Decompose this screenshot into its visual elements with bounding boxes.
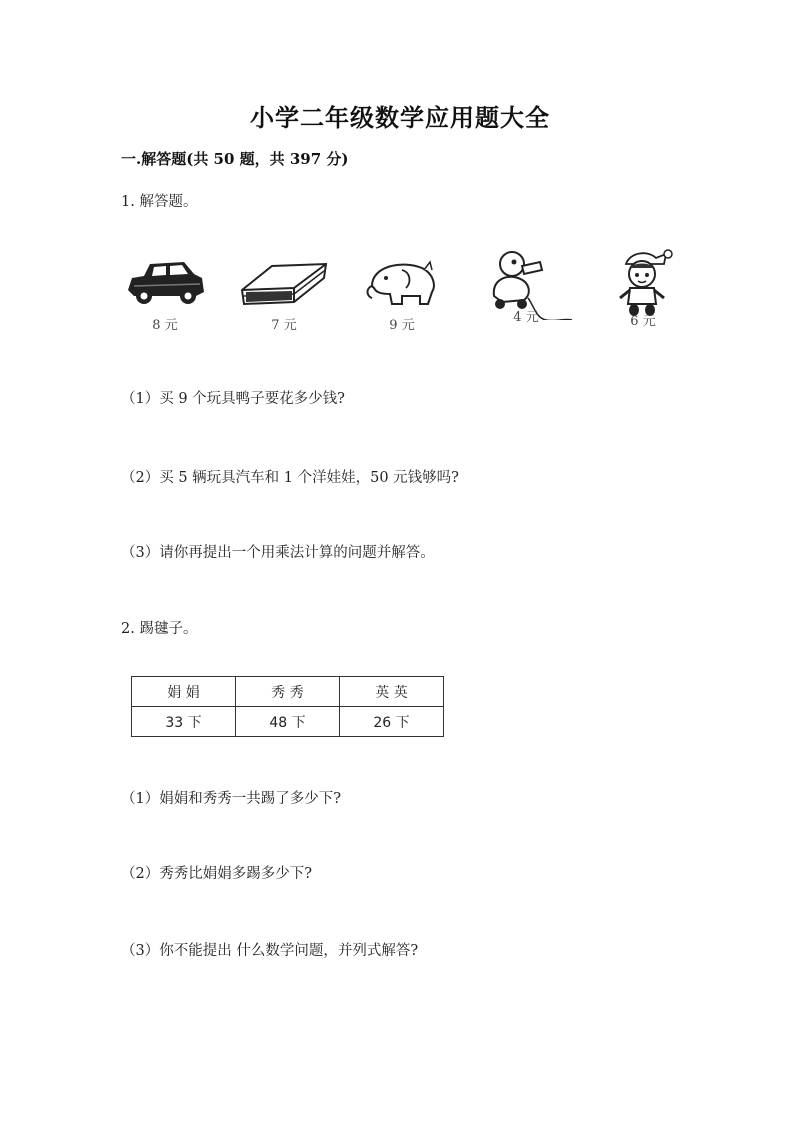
page-title: 小学二年级数学应用题大全 [250,103,550,132]
question-2-heading: 2. 踢毽子。 [121,621,198,637]
question-1-part-1: （1）买 9 个玩具鸭子要花多少钱? [121,391,345,407]
table-cell: 33 下 [132,707,236,737]
toy-elephant [352,256,452,333]
toy-car [115,256,215,333]
table-cell: 48 下 [236,707,340,737]
table-row [132,707,444,737]
toy-price: 4 元 [513,310,539,325]
table-header-row [132,677,444,707]
question-1-part-2: （2）买 5 辆玩具汽车和 1 个洋娃娃，50 元钱够吗? [121,470,459,486]
toy-price: 8 元 [152,318,178,333]
score-table [131,676,444,737]
toy-duck [476,248,576,325]
table-cell: 26 下 [340,707,444,737]
car-icon [122,256,208,312]
section-heading: 一.解答题(共 50 题，共 397 分) [121,150,349,168]
pencil-case-icon [236,256,332,312]
toy-price: 7 元 [271,318,297,333]
toy-price: 6 元 [630,314,656,329]
question-2-part-2: （2）秀秀比娟娟多踢多少下? [121,866,312,882]
question-1-part-3: （3）请你再提出一个用乘法计算的问题并解答。 [121,545,435,561]
question-2-part-1: （1）娟娟和秀秀一共踢了多少下? [121,791,341,807]
toy-doll [593,248,693,329]
table-header-cell: 秀 秀 [236,677,340,707]
question-1-heading: 1. 解答题。 [121,194,198,210]
toy-price: 9 元 [389,318,415,333]
elephant-icon [362,256,442,312]
table-header-cell: 娟 娟 [132,677,236,707]
toy-pencil-case [234,256,334,333]
question-2-part-3: （3）你不能提出 什么数学问题，并列式解答? [121,943,419,959]
table-header-cell: 英 英 [340,677,444,707]
